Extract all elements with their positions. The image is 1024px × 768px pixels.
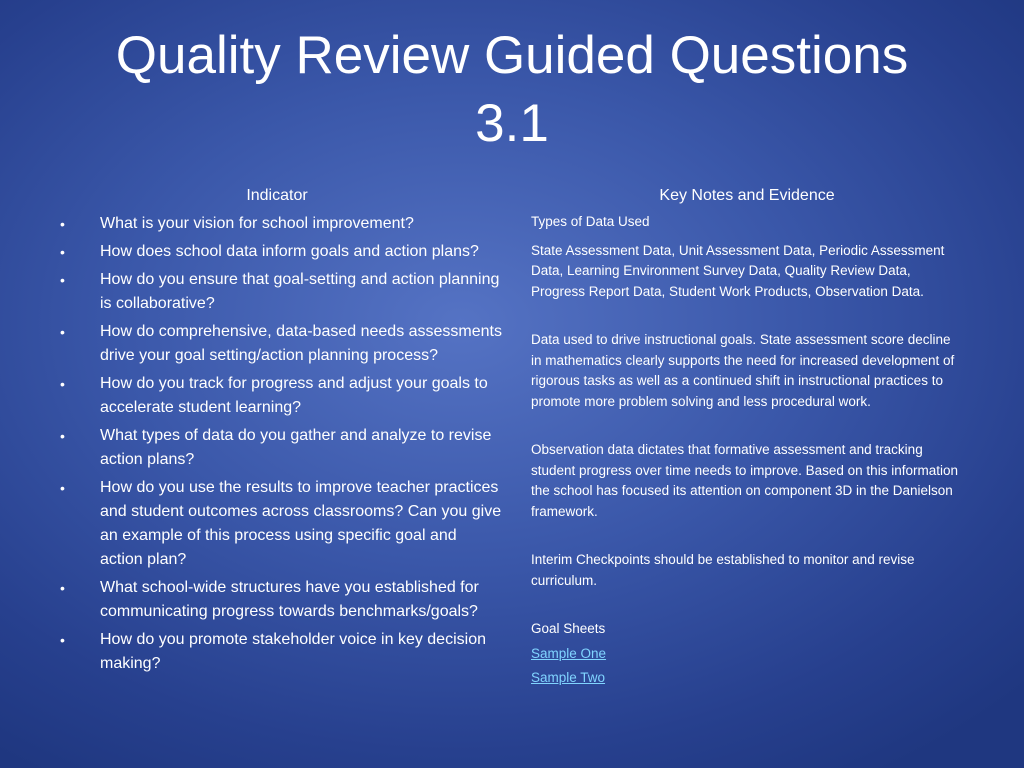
bullet-icon: •	[60, 376, 65, 392]
list-item	[52, 240, 502, 264]
question-text: How does school data inform goals and action plans?	[100, 243, 479, 260]
bullet-icon: •	[60, 272, 65, 288]
bullet-icon: •	[60, 244, 65, 260]
types-list: State Assessment Data, Unit Assessment Data, Periodic Assessment Data, Learning Environment Survey Data, Quality Review Data, Progress Report Data, Student Work Products, Observation Data.	[531, 242, 945, 299]
list-item	[52, 320, 502, 368]
question-text: How do you ensure that goal-setting and action planning is collaborative?	[100, 271, 500, 312]
indicator-header: Indicator	[246, 187, 308, 204]
list-item	[52, 424, 502, 472]
goal-sheets-label: Goal Sheets	[531, 621, 606, 636]
list-item	[52, 372, 502, 420]
title-line-2: 3.1	[475, 94, 549, 153]
list-item	[52, 212, 502, 236]
bullet-icon: •	[60, 632, 65, 648]
bullet-icon: •	[60, 324, 65, 340]
question-text: What types of data do you gather and analyze to revise action plans?	[100, 427, 492, 468]
bullet-icon: •	[60, 216, 65, 232]
question-text: How do you promote stakeholder voice in key decision making?	[100, 631, 486, 672]
sample-two-link[interactable]: Sample Two	[531, 670, 606, 685]
question-text: What is your vision for school improvement?	[100, 215, 414, 232]
list-item	[52, 268, 502, 316]
list-item	[52, 476, 502, 572]
question-text: How do you track for progress and adjust your goals to accelerate student learning?	[100, 375, 488, 416]
bullet-icon: •	[60, 480, 65, 496]
question-text: How do you use the results to improve teacher practices and student outcomes across classrooms? Can you give an example of this process using specific goal and action plan?	[100, 479, 502, 568]
list-item	[52, 576, 502, 624]
observation-note: Observation data dictates that formative assessment and tracking student progress over time needs to improve. Based on this information the school has focused its attention on component 3D in the Danielson framework.	[531, 442, 958, 519]
types-heading: Types of Data Used	[531, 214, 650, 229]
notes-column	[531, 184, 963, 689]
instructional-note: Data used to drive instructional goals. State assessment score decline in mathematics clearly supports the need for increased development of rigorous tasks as well as a continued shift in instructional practices to promote more problem solving and less procedural work.	[531, 332, 955, 409]
title-line-1: Quality Review Guided Questions	[115, 26, 909, 85]
checkpoints-note: Interim Checkpoints should be established to monitor and revise curriculum.	[531, 552, 915, 588]
bullet-icon: •	[60, 580, 65, 596]
bullet-icon: •	[60, 428, 65, 444]
list-item	[52, 628, 502, 676]
indicator-column	[52, 184, 502, 680]
question-list	[52, 212, 502, 676]
slide-title	[0, 22, 1024, 158]
notes-header: Key Notes and Evidence	[659, 187, 835, 204]
question-text: What school-wide structures have you established for communicating progress towards benchmarks/goals?	[100, 579, 479, 620]
sample-one-link[interactable]: Sample One	[531, 645, 607, 661]
question-text: How do comprehensive, data-based needs assessments drive your goal setting/action planning process?	[100, 323, 502, 364]
